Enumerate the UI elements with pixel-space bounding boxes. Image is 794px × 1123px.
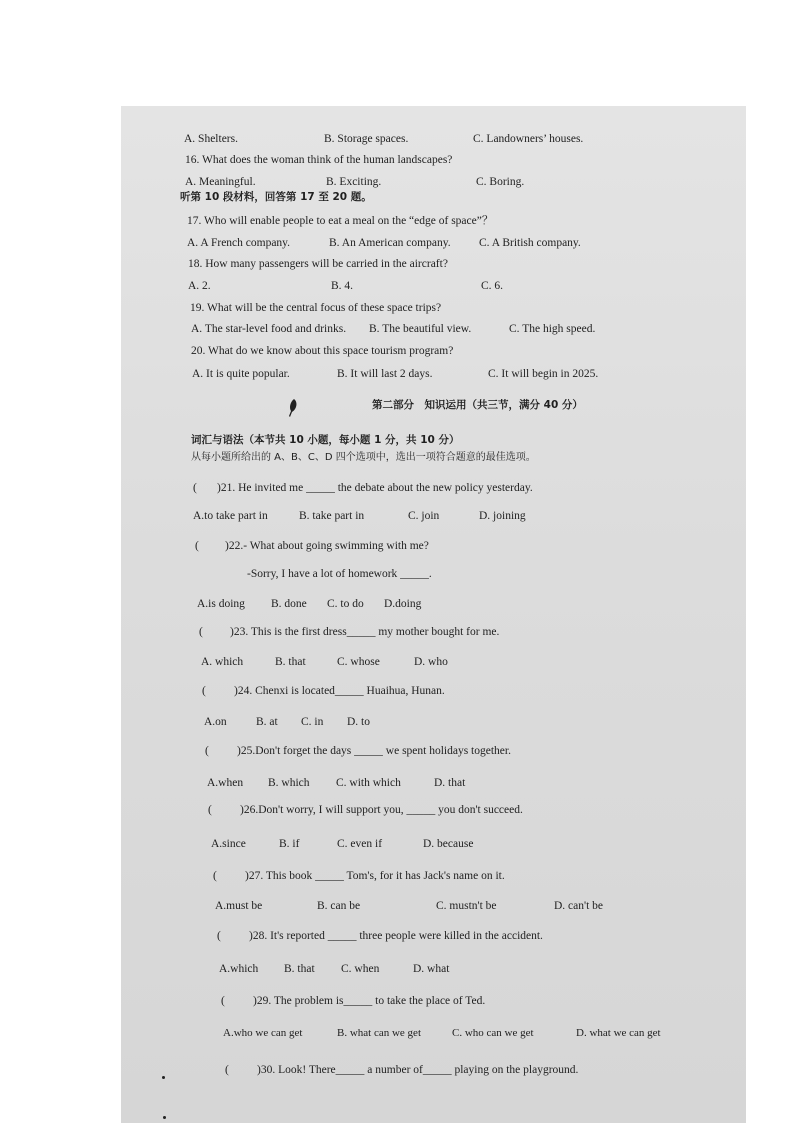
q22-answer-paren: (	[195, 540, 199, 552]
q21-option-c: C. join	[408, 510, 440, 522]
q27-answer-paren: (	[213, 870, 217, 882]
q25-option-b: B. which	[268, 777, 310, 789]
q20-option-a: A. It is quite popular.	[192, 368, 290, 380]
q25-answer-paren: (	[205, 745, 209, 757]
exam-page	[121, 106, 746, 1123]
q27-option-d: D. can't be	[554, 900, 604, 912]
q27-option-a: A.must be	[215, 900, 263, 912]
q24-answer-paren: (	[202, 685, 206, 697]
q26-option-b: B. if	[279, 838, 300, 850]
q29-question: )29. The problem is_____ to take the place of Ted.	[253, 995, 486, 1007]
q27-option-b: B. can be	[317, 900, 361, 912]
q24-option-b: B. at	[256, 716, 278, 728]
q26-question: )26.Don't worry, I will support you, _____ you don't succeed.	[240, 804, 523, 816]
scan-speck	[162, 1076, 165, 1079]
q26-option-c: C. even if	[337, 838, 383, 850]
q22-option-c: C. to do	[327, 598, 364, 610]
q17-option-c: C. A British company.	[479, 237, 581, 249]
q23-question: )23. This is the first dress_____ my mother bought for me.	[230, 626, 500, 638]
q24-question: )24. Chenxi is located_____ Huaihua, Hunan.	[234, 685, 445, 697]
q23-option-a: A. which	[201, 656, 244, 668]
q29-option-d: D. what we can get	[576, 1027, 661, 1039]
q21-question: )21. He invited me _____ the debate about the new policy yesterday.	[217, 482, 533, 494]
q29-answer-paren: (	[221, 995, 225, 1007]
q17-option-a: A. A French company.	[187, 237, 291, 249]
q29-option-b: B. what can we get	[337, 1027, 421, 1039]
q27-question: )27. This book _____ Tom's, for it has Jack's name on it.	[245, 870, 505, 882]
q25-question: )25.Don't forget the days _____ we spent holidays together.	[237, 745, 511, 757]
q28-question: )28. It's reported _____ three people were killed in the accident.	[249, 930, 543, 942]
q25-option-d: D. that	[434, 777, 466, 789]
q22-option-b: B. done	[271, 598, 307, 610]
vocab-instructions: 从每小题所给出的 A、B、C、D 四个选项中，选出一项符合题意的最佳选项。	[191, 452, 536, 463]
q20-option-b: B. It will last 2 days.	[337, 368, 433, 380]
q22-option-d: D.doing	[384, 598, 422, 610]
q19-option-b: B. The beautiful view.	[369, 323, 472, 335]
q28-option-b: B. that	[284, 963, 315, 975]
q26-option-d: D. because	[423, 838, 474, 850]
q23-option-d: D. who	[414, 656, 448, 668]
q17-option-b: B. An American company.	[329, 237, 451, 249]
section-note-10: 听第 10 段材料，回答第 17 至 20 题。	[180, 191, 372, 203]
q26-option-a: A.since	[211, 838, 246, 850]
q28-option-c: C. when	[341, 963, 380, 975]
q24-option-c: C. in	[301, 716, 324, 728]
q25-option-c: C. with which	[336, 777, 401, 789]
q15-option-b: B. Storage spaces.	[324, 133, 409, 145]
q23-answer-paren: (	[199, 626, 203, 638]
q23-option-c: C. whose	[337, 656, 380, 668]
q22-response: -Sorry, I have a lot of homework _____.	[247, 568, 432, 580]
q22-question: )22.- What about going swimming with me?	[225, 540, 429, 552]
q27-option-c: C. mustn't be	[436, 900, 497, 912]
q22-option-a: A.is doing	[197, 598, 245, 610]
feather-icon	[288, 399, 298, 417]
q16-option-a: A. Meaningful.	[185, 176, 256, 188]
q30-answer-paren: (	[225, 1064, 229, 1076]
q28-option-a: A.which	[219, 963, 259, 975]
q21-option-d: D. joining	[479, 510, 526, 522]
q16-option-b: B. Exciting.	[326, 176, 382, 188]
q18-option-c: C. 6.	[481, 280, 504, 292]
q20-question: 20. What do we know about this space tourism program?	[191, 345, 454, 357]
q21-option-b: B. take part in	[299, 510, 365, 522]
q18-option-b: B. 4.	[331, 280, 354, 292]
q18-option-a: A. 2.	[188, 280, 211, 292]
q21-answer-paren: (	[193, 482, 197, 494]
q28-option-d: D. what	[413, 963, 450, 975]
q19-question: 19. What will be the central focus of these space trips?	[190, 302, 442, 314]
q30-question: )30. Look! There_____ a number of_____ playing on the playground.	[257, 1064, 579, 1076]
q28-answer-paren: (	[217, 930, 221, 942]
q25-option-a: A.when	[207, 777, 244, 789]
q20-option-c: C. It will begin in 2025.	[488, 368, 599, 380]
q17-question: 17. Who will enable people to eat a meal on the “edge of space”？	[187, 215, 494, 227]
q15-option-a: A. Shelters.	[184, 133, 238, 145]
part2-title: 第二部分 知识运用（共三节，满分 40 分）	[372, 399, 583, 411]
q26-answer-paren: (	[208, 804, 212, 816]
q18-question: 18. How many passengers will be carried in the aircraft?	[188, 258, 448, 270]
q19-option-c: C. The high speed.	[509, 323, 596, 335]
q21-option-a: A.to take part in	[193, 510, 268, 522]
scan-speck	[163, 1116, 166, 1119]
q16-option-c: C. Boring.	[476, 176, 525, 188]
q16-question: 16. What does the woman think of the human landscapes?	[185, 154, 453, 166]
q29-option-c: C. who can we get	[452, 1027, 534, 1039]
q19-option-a: A. The star-level food and drinks.	[191, 323, 347, 335]
q23-option-b: B. that	[275, 656, 306, 668]
vocab-section-title: 词汇与语法（本节共 10 小题，每小题 1 分，共 10 分）	[191, 434, 460, 446]
q15-option-c: C. Landowners’ houses.	[473, 133, 584, 145]
q29-option-a: A.who we can get	[223, 1027, 303, 1039]
q24-option-d: D. to	[347, 716, 370, 728]
q24-option-a: A.on	[204, 716, 227, 728]
